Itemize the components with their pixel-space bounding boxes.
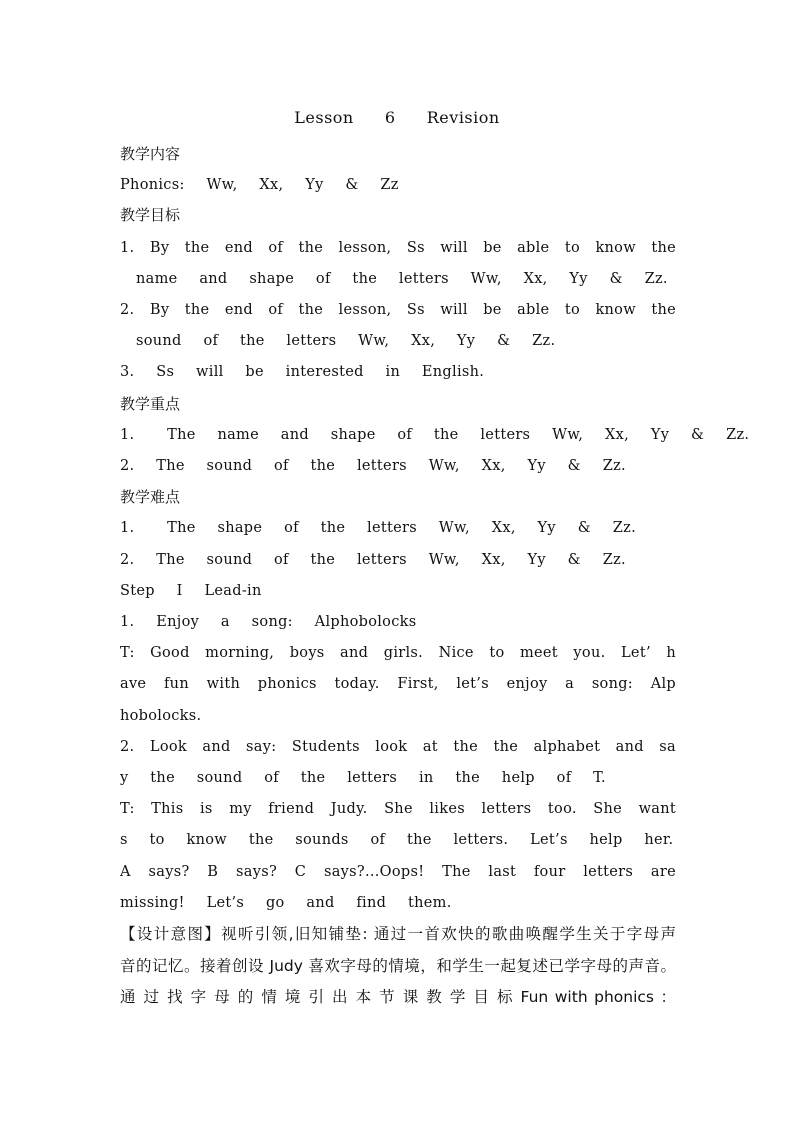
difficulty-1: 1. The shape of the letters Ww, Xx, Yy & Zz.: [120, 520, 636, 536]
goal-2-line-2: sound of the letters Ww, Xx, Yy & Zz.: [136, 333, 556, 349]
goal-1-line-1: 1. By the end of the lesson, Ss will be able to know the: [120, 240, 676, 256]
teacher-line-2a: T: This is my friend Judy. She likes letters too. She want: [120, 801, 676, 817]
key-point-2: 2. The sound of the letters Ww, Xx, Yy & Zz.: [120, 458, 626, 474]
heading-key-points: 教学重点: [120, 395, 181, 413]
teacher-line-1a: T: Good morning, boys and girls. Nice to meet you. Let’ h: [120, 645, 676, 661]
heading-content: 教学内容: [120, 145, 181, 163]
goal-1-line-2: name and shape of the letters Ww, Xx, Yy & Zz.: [136, 271, 668, 287]
says-line-a: A says? B says? C says?...Oops! The last four letters are: [120, 864, 676, 880]
goal-2-line-1: 2. By the end of the lesson, Ss will be able to know the: [120, 302, 676, 318]
key-point-1: 1. The name and shape of the letters Ww, Xx, Yy & Zz.: [120, 427, 750, 443]
teacher-line-1b: ave fun with phonics today. First, let’s enjoy a song: Alp: [120, 676, 676, 692]
difficulty-2: 2. The sound of the letters Ww, Xx, Yy & Zz.: [120, 552, 626, 568]
step-1-heading: Step I Lead-in: [120, 583, 262, 599]
step-1-item-1: 1. Enjoy a song: Alphobolocks: [120, 614, 417, 630]
design-intent-line-2: 音的记忆。接着创设 Judy 喜欢字母的情境，和学生一起复述已学字母的声音。: [120, 957, 676, 975]
design-intent-line-3: 通 过 找 字 母 的 情 境 引 出 本 节 课 教 学 目 标 Fun with phonics ：: [120, 988, 676, 1006]
heading-goals: 教学目标: [120, 206, 181, 224]
phonics-line: Phonics: Ww, Xx, Yy & Zz: [120, 177, 399, 193]
heading-difficulties: 教学难点: [120, 488, 181, 506]
teacher-line-2b: s to know the sounds of the letters. Let’s help her.: [120, 832, 674, 848]
goal-3: 3. Ss will be interested in English.: [120, 364, 485, 380]
design-intent-line-1: 【设计意图】视听引领,旧知铺垫: 通过一首欢快的歌曲唤醒学生关于字母声: [120, 925, 676, 943]
teacher-line-1c: hobolocks.: [120, 708, 202, 724]
item-2-line-b: y the sound of the letters in the help of T.: [120, 770, 606, 786]
lesson-title: Lesson 6 Revision: [294, 108, 500, 127]
says-line-b: missing! Let’s go and find them.: [120, 895, 452, 911]
item-2-line-a: 2. Look and say: Students look at the the alphabet and sa: [120, 739, 676, 755]
